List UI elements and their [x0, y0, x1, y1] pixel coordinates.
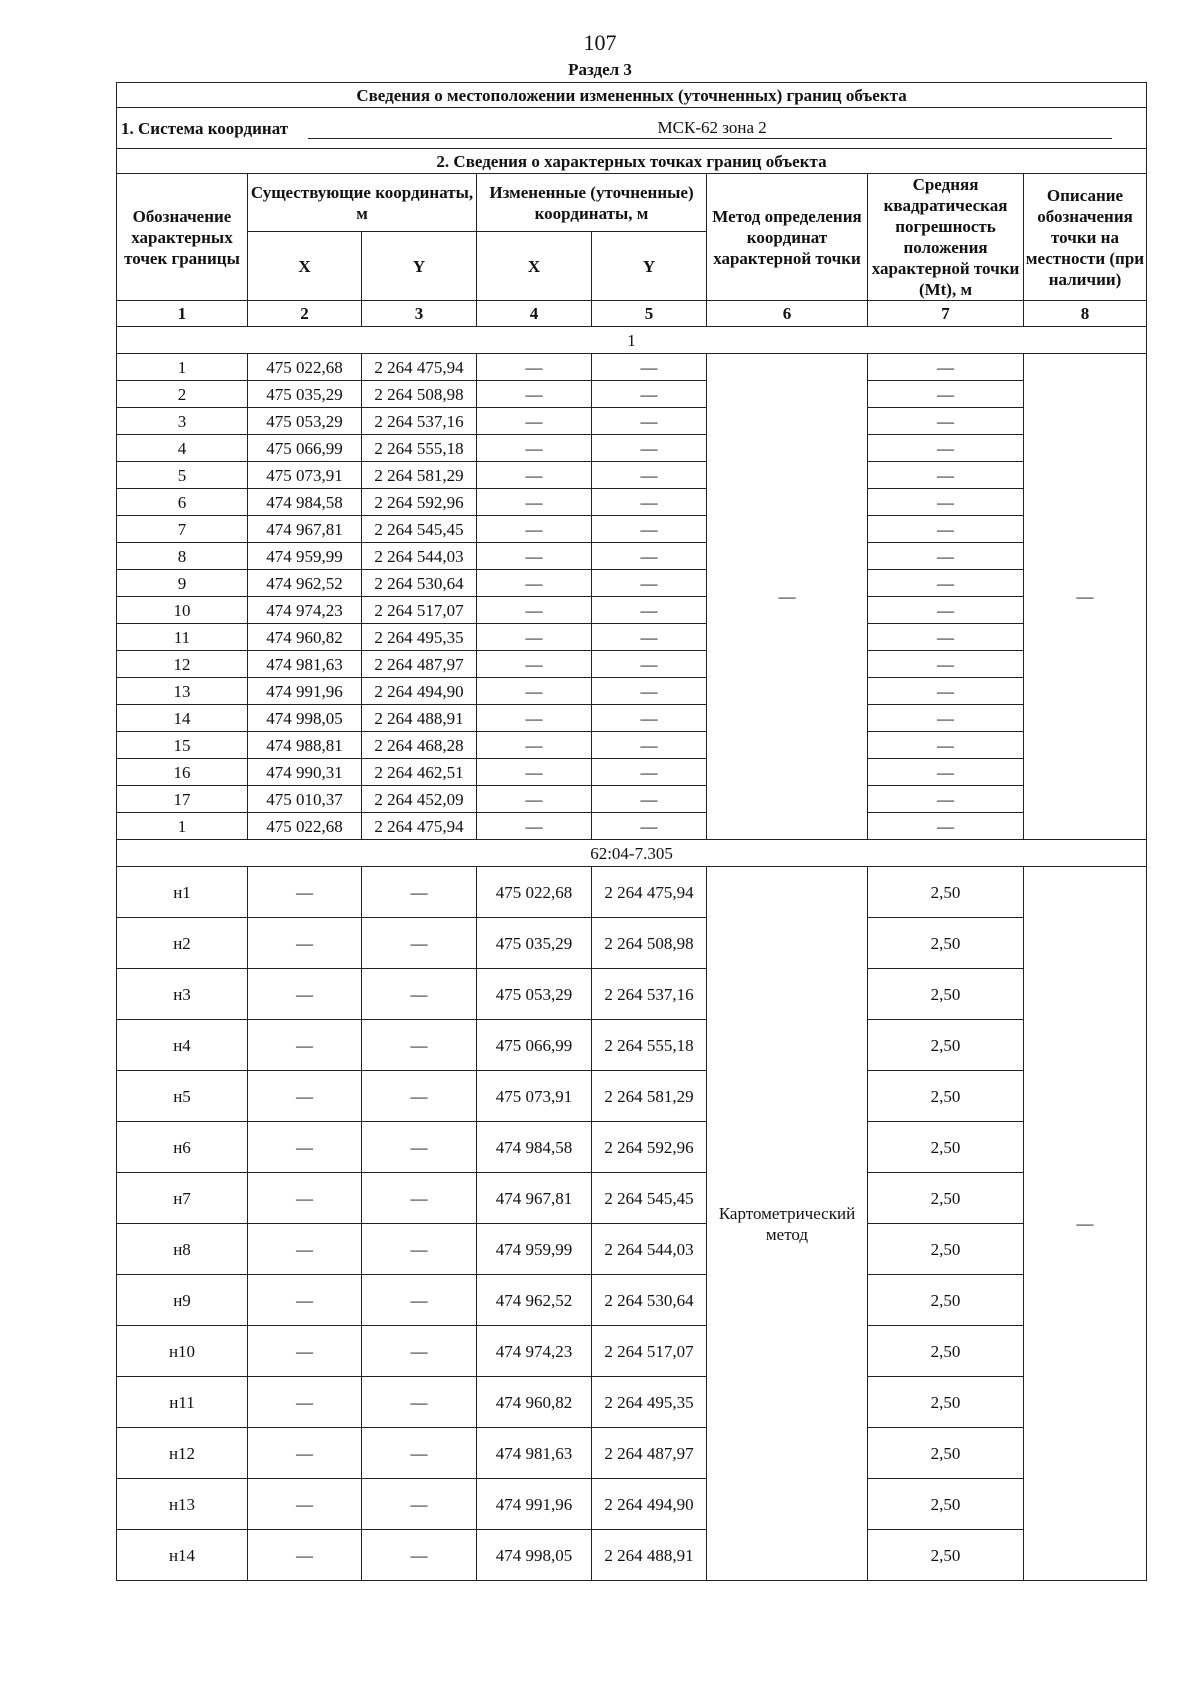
table-title-row	[117, 83, 1147, 108]
mean-error-cell: 2,50	[868, 1377, 1024, 1428]
existing-x-cell: —	[248, 1071, 362, 1122]
existing-y-cell: —	[362, 1530, 477, 1581]
existing-y-cell: —	[362, 1326, 477, 1377]
point-id-cell: 17	[117, 786, 248, 813]
existing-y-cell: 2 264 530,64	[362, 570, 477, 597]
table-row	[117, 408, 1147, 435]
changed-x-cell: 475 066,99	[477, 1020, 592, 1071]
point-id-cell: 14	[117, 705, 248, 732]
column-number-row	[117, 301, 1147, 327]
existing-x-cell: 475 066,99	[248, 435, 362, 462]
point-id-cell: 1	[117, 813, 248, 840]
mean-error-cell: —	[868, 435, 1024, 462]
table-row	[117, 1377, 1147, 1428]
table-row	[117, 624, 1147, 651]
mean-error-cell: 2,50	[868, 1326, 1024, 1377]
mean-error-cell: —	[868, 489, 1024, 516]
changed-x-cell: —	[477, 759, 592, 786]
mean-error-cell: 2,50	[868, 1173, 1024, 1224]
existing-x-cell: —	[248, 1275, 362, 1326]
table-row	[117, 462, 1147, 489]
points-title: 2. Сведения о характерных точках границ объекта	[117, 149, 1147, 174]
point-id-cell: 8	[117, 543, 248, 570]
point-id-cell: 11	[117, 624, 248, 651]
changed-y-cell: 2 264 475,94	[592, 867, 707, 918]
object-group-label: 1	[117, 327, 1147, 354]
existing-x-cell: —	[248, 1326, 362, 1377]
changed-y-cell: —	[592, 516, 707, 543]
changed-x-cell: —	[477, 408, 592, 435]
mean-error-cell: 2,50	[868, 1224, 1024, 1275]
table-row	[117, 651, 1147, 678]
table-row	[117, 705, 1147, 732]
table-row	[117, 867, 1147, 918]
existing-x-cell: —	[248, 918, 362, 969]
mean-error-cell: 2,50	[868, 1428, 1024, 1479]
description-cell: —	[1024, 867, 1147, 1581]
existing-x-cell: 475 022,68	[248, 354, 362, 381]
table-row	[117, 1530, 1147, 1581]
existing-x-cell: 475 035,29	[248, 381, 362, 408]
existing-y-cell: 2 264 508,98	[362, 381, 477, 408]
header-existing-coords: Существующие координаты, м	[248, 174, 477, 232]
existing-x-cell: —	[248, 867, 362, 918]
boundary-points-table	[116, 82, 1147, 1581]
existing-y-cell: 2 264 487,97	[362, 651, 477, 678]
existing-y-cell: 2 264 544,03	[362, 543, 477, 570]
existing-y-cell: 2 264 581,29	[362, 462, 477, 489]
existing-y-cell: 2 264 545,45	[362, 516, 477, 543]
table-row	[117, 1326, 1147, 1377]
object-group-label: 62:04-7.305	[117, 840, 1147, 867]
mean-error-cell: 2,50	[868, 918, 1024, 969]
table-row	[117, 570, 1147, 597]
mean-error-cell: —	[868, 759, 1024, 786]
description-cell: —	[1024, 354, 1147, 840]
existing-x-cell: 474 990,31	[248, 759, 362, 786]
table-row	[117, 489, 1147, 516]
table-row	[117, 1275, 1147, 1326]
existing-x-cell: 474 998,05	[248, 705, 362, 732]
table-row	[117, 918, 1147, 969]
changed-x-cell: 474 959,99	[477, 1224, 592, 1275]
changed-y-cell: —	[592, 570, 707, 597]
object-group-row	[117, 840, 1147, 867]
changed-x-cell: 474 967,81	[477, 1173, 592, 1224]
point-id-cell: н4	[117, 1020, 248, 1071]
existing-x-cell: 474 991,96	[248, 678, 362, 705]
mean-error-cell: 2,50	[868, 867, 1024, 918]
changed-x-cell: —	[477, 516, 592, 543]
existing-y-cell: —	[362, 1224, 477, 1275]
changed-x-cell: 474 998,05	[477, 1530, 592, 1581]
point-id-cell: 6	[117, 489, 248, 516]
header-mean-error: Средняя квадратическая погрешность положения характерной точки (Mt), м	[868, 174, 1024, 301]
changed-y-cell: 2 264 508,98	[592, 918, 707, 969]
existing-x-cell: 474 984,58	[248, 489, 362, 516]
point-id-cell: н1	[117, 867, 248, 918]
changed-y-cell: —	[592, 786, 707, 813]
header-changed-y: Y	[592, 232, 707, 301]
mean-error-cell: —	[868, 462, 1024, 489]
mean-error-cell: —	[868, 786, 1024, 813]
table-row	[117, 543, 1147, 570]
existing-x-cell: —	[248, 1377, 362, 1428]
mean-error-cell: —	[868, 381, 1024, 408]
changed-x-cell: —	[477, 597, 592, 624]
changed-y-cell: 2 264 495,35	[592, 1377, 707, 1428]
changed-x-cell: —	[477, 786, 592, 813]
mean-error-cell: —	[868, 354, 1024, 381]
mean-error-cell: 2,50	[868, 1275, 1024, 1326]
point-id-cell: 13	[117, 678, 248, 705]
changed-y-cell: —	[592, 732, 707, 759]
mean-error-cell: —	[868, 543, 1024, 570]
header-description: Описание обозначения точки на местности (при наличии)	[1024, 174, 1147, 301]
changed-y-cell: 2 264 581,29	[592, 1071, 707, 1122]
mean-error-cell: —	[868, 597, 1024, 624]
point-id-cell: н11	[117, 1377, 248, 1428]
changed-x-cell: —	[477, 705, 592, 732]
changed-y-cell: 2 264 545,45	[592, 1173, 707, 1224]
existing-x-cell: 474 959,99	[248, 543, 362, 570]
table-row	[117, 732, 1147, 759]
point-id-cell: н6	[117, 1122, 248, 1173]
existing-x-cell: 474 962,52	[248, 570, 362, 597]
point-id-cell: 7	[117, 516, 248, 543]
existing-x-cell: —	[248, 969, 362, 1020]
mean-error-cell: —	[868, 678, 1024, 705]
column-number: 3	[362, 301, 477, 327]
changed-x-cell: —	[477, 462, 592, 489]
table-row	[117, 813, 1147, 840]
existing-x-cell: 475 010,37	[248, 786, 362, 813]
changed-y-cell: 2 264 487,97	[592, 1428, 707, 1479]
table-row	[117, 1479, 1147, 1530]
changed-y-cell: 2 264 537,16	[592, 969, 707, 1020]
point-id-cell: н10	[117, 1326, 248, 1377]
existing-y-cell: 2 264 592,96	[362, 489, 477, 516]
header-existing-y: Y	[362, 232, 477, 301]
existing-x-cell: —	[248, 1173, 362, 1224]
section-title: Раздел 3	[568, 60, 632, 79]
point-id-cell: н12	[117, 1428, 248, 1479]
mean-error-cell: 2,50	[868, 969, 1024, 1020]
coord-system-value: МСК-62 зона 2	[308, 117, 1112, 139]
changed-x-cell: —	[477, 354, 592, 381]
point-id-cell: н8	[117, 1224, 248, 1275]
mean-error-cell: —	[868, 651, 1024, 678]
changed-x-cell: 474 984,58	[477, 1122, 592, 1173]
changed-x-cell: 475 073,91	[477, 1071, 592, 1122]
changed-x-cell: —	[477, 651, 592, 678]
changed-x-cell: —	[477, 813, 592, 840]
existing-y-cell: 2 264 475,94	[362, 813, 477, 840]
point-id-cell: н9	[117, 1275, 248, 1326]
changed-x-cell: 475 035,29	[477, 918, 592, 969]
table-row	[117, 516, 1147, 543]
existing-x-cell: —	[248, 1224, 362, 1275]
changed-y-cell: —	[592, 624, 707, 651]
existing-y-cell: 2 264 475,94	[362, 354, 477, 381]
mean-error-cell: 2,50	[868, 1122, 1024, 1173]
changed-y-cell: —	[592, 408, 707, 435]
point-id-cell: 16	[117, 759, 248, 786]
column-number: 4	[477, 301, 592, 327]
changed-x-cell: —	[477, 435, 592, 462]
method-cell: Картометрический метод	[707, 867, 868, 1581]
existing-y-cell: —	[362, 918, 477, 969]
column-number: 8	[1024, 301, 1147, 327]
column-number: 1	[117, 301, 248, 327]
coord-system-row	[117, 108, 1147, 149]
changed-x-cell: —	[477, 624, 592, 651]
existing-x-cell: 474 981,63	[248, 651, 362, 678]
existing-x-cell: 474 960,82	[248, 624, 362, 651]
mean-error-cell: —	[868, 732, 1024, 759]
changed-y-cell: —	[592, 489, 707, 516]
changed-y-cell: —	[592, 435, 707, 462]
table-row	[117, 678, 1147, 705]
changed-y-cell: —	[592, 462, 707, 489]
method-cell: —	[707, 354, 868, 840]
point-id-cell: н14	[117, 1530, 248, 1581]
changed-x-cell: 475 022,68	[477, 867, 592, 918]
mean-error-cell: —	[868, 624, 1024, 651]
point-id-cell: 2	[117, 381, 248, 408]
existing-x-cell: 474 974,23	[248, 597, 362, 624]
point-id-cell: н3	[117, 969, 248, 1020]
existing-x-cell: 474 988,81	[248, 732, 362, 759]
existing-x-cell: —	[248, 1530, 362, 1581]
changed-x-cell: 474 981,63	[477, 1428, 592, 1479]
column-number: 2	[248, 301, 362, 327]
table-title: Сведения о местоположении измененных (уточненных) границ объекта	[117, 83, 1147, 108]
changed-y-cell: —	[592, 381, 707, 408]
changed-x-cell: —	[477, 678, 592, 705]
header-method: Метод определения координат характерной точки	[707, 174, 868, 301]
existing-y-cell: —	[362, 1377, 477, 1428]
changed-x-cell: —	[477, 570, 592, 597]
changed-y-cell: —	[592, 759, 707, 786]
changed-y-cell: 2 264 517,07	[592, 1326, 707, 1377]
existing-y-cell: —	[362, 1071, 477, 1122]
header-existing-x: X	[248, 232, 362, 301]
point-id-cell: 15	[117, 732, 248, 759]
changed-y-cell: —	[592, 678, 707, 705]
changed-x-cell: 475 053,29	[477, 969, 592, 1020]
existing-y-cell: —	[362, 1122, 477, 1173]
table-row	[117, 1122, 1147, 1173]
changed-y-cell: —	[592, 651, 707, 678]
point-id-cell: 9	[117, 570, 248, 597]
changed-y-cell: 2 264 488,91	[592, 1530, 707, 1581]
existing-y-cell: —	[362, 1173, 477, 1224]
mean-error-cell: —	[868, 813, 1024, 840]
coord-system-label: 1. Система координат	[121, 118, 289, 138]
point-id-cell: 4	[117, 435, 248, 462]
table-row	[117, 597, 1147, 624]
existing-x-cell: —	[248, 1428, 362, 1479]
table-row	[117, 354, 1147, 381]
existing-y-cell: —	[362, 1479, 477, 1530]
header-point-designation: Обозначение характерных точек границы	[117, 174, 248, 301]
changed-x-cell: —	[477, 732, 592, 759]
existing-y-cell: —	[362, 1428, 477, 1479]
object-group-row	[117, 327, 1147, 354]
page-number: 107	[583, 30, 617, 55]
mean-error-cell: 2,50	[868, 1071, 1024, 1122]
mean-error-cell: 2,50	[868, 1479, 1024, 1530]
point-id-cell: 1	[117, 354, 248, 381]
table-row	[117, 435, 1147, 462]
mean-error-cell: —	[868, 705, 1024, 732]
table-row	[117, 759, 1147, 786]
mean-error-cell: —	[868, 408, 1024, 435]
existing-x-cell: —	[248, 1020, 362, 1071]
changed-y-cell: 2 264 530,64	[592, 1275, 707, 1326]
existing-y-cell: 2 264 468,28	[362, 732, 477, 759]
existing-x-cell: 475 073,91	[248, 462, 362, 489]
table-row	[117, 1071, 1147, 1122]
point-id-cell: 10	[117, 597, 248, 624]
existing-x-cell: 475 022,68	[248, 813, 362, 840]
existing-x-cell: —	[248, 1479, 362, 1530]
existing-y-cell: 2 264 452,09	[362, 786, 477, 813]
changed-x-cell: 474 991,96	[477, 1479, 592, 1530]
point-id-cell: н5	[117, 1071, 248, 1122]
mean-error-cell: 2,50	[868, 1530, 1024, 1581]
point-id-cell: н2	[117, 918, 248, 969]
existing-y-cell: —	[362, 867, 477, 918]
point-id-cell: н13	[117, 1479, 248, 1530]
existing-y-cell: 2 264 517,07	[362, 597, 477, 624]
table-row	[117, 1020, 1147, 1071]
header-row	[117, 174, 1147, 232]
existing-y-cell: —	[362, 1020, 477, 1071]
changed-y-cell: —	[592, 597, 707, 624]
existing-y-cell: —	[362, 1275, 477, 1326]
changed-y-cell: 2 264 592,96	[592, 1122, 707, 1173]
changed-y-cell: —	[592, 813, 707, 840]
existing-y-cell: 2 264 495,35	[362, 624, 477, 651]
point-id-cell: 5	[117, 462, 248, 489]
table-row	[117, 1428, 1147, 1479]
changed-x-cell: —	[477, 489, 592, 516]
existing-x-cell: 474 967,81	[248, 516, 362, 543]
point-id-cell: 12	[117, 651, 248, 678]
table-row	[117, 1173, 1147, 1224]
existing-x-cell: —	[248, 1122, 362, 1173]
mean-error-cell: 2,50	[868, 1020, 1024, 1071]
column-number: 6	[707, 301, 868, 327]
changed-x-cell: —	[477, 543, 592, 570]
changed-y-cell: —	[592, 543, 707, 570]
mean-error-cell: —	[868, 516, 1024, 543]
table-row	[117, 786, 1147, 813]
mean-error-cell: —	[868, 570, 1024, 597]
points-title-row	[117, 149, 1147, 174]
existing-y-cell: 2 264 537,16	[362, 408, 477, 435]
header-changed-coords: Измененные (уточненные) координаты, м	[477, 174, 707, 232]
existing-x-cell: 475 053,29	[248, 408, 362, 435]
existing-y-cell: 2 264 488,91	[362, 705, 477, 732]
table-row	[117, 1224, 1147, 1275]
changed-y-cell: 2 264 555,18	[592, 1020, 707, 1071]
existing-y-cell: 2 264 462,51	[362, 759, 477, 786]
changed-y-cell: —	[592, 354, 707, 381]
changed-x-cell: 474 962,52	[477, 1275, 592, 1326]
changed-y-cell: 2 264 544,03	[592, 1224, 707, 1275]
table-row	[117, 969, 1147, 1020]
changed-x-cell: 474 960,82	[477, 1377, 592, 1428]
changed-x-cell: —	[477, 381, 592, 408]
changed-y-cell: —	[592, 705, 707, 732]
table-row	[117, 381, 1147, 408]
column-number: 5	[592, 301, 707, 327]
existing-y-cell: 2 264 555,18	[362, 435, 477, 462]
changed-x-cell: 474 974,23	[477, 1326, 592, 1377]
column-number: 7	[868, 301, 1024, 327]
changed-y-cell: 2 264 494,90	[592, 1479, 707, 1530]
coord-system-cell	[117, 108, 1147, 149]
point-id-cell: н7	[117, 1173, 248, 1224]
point-id-cell: 3	[117, 408, 248, 435]
existing-y-cell: —	[362, 969, 477, 1020]
header-changed-x: X	[477, 232, 592, 301]
existing-y-cell: 2 264 494,90	[362, 678, 477, 705]
